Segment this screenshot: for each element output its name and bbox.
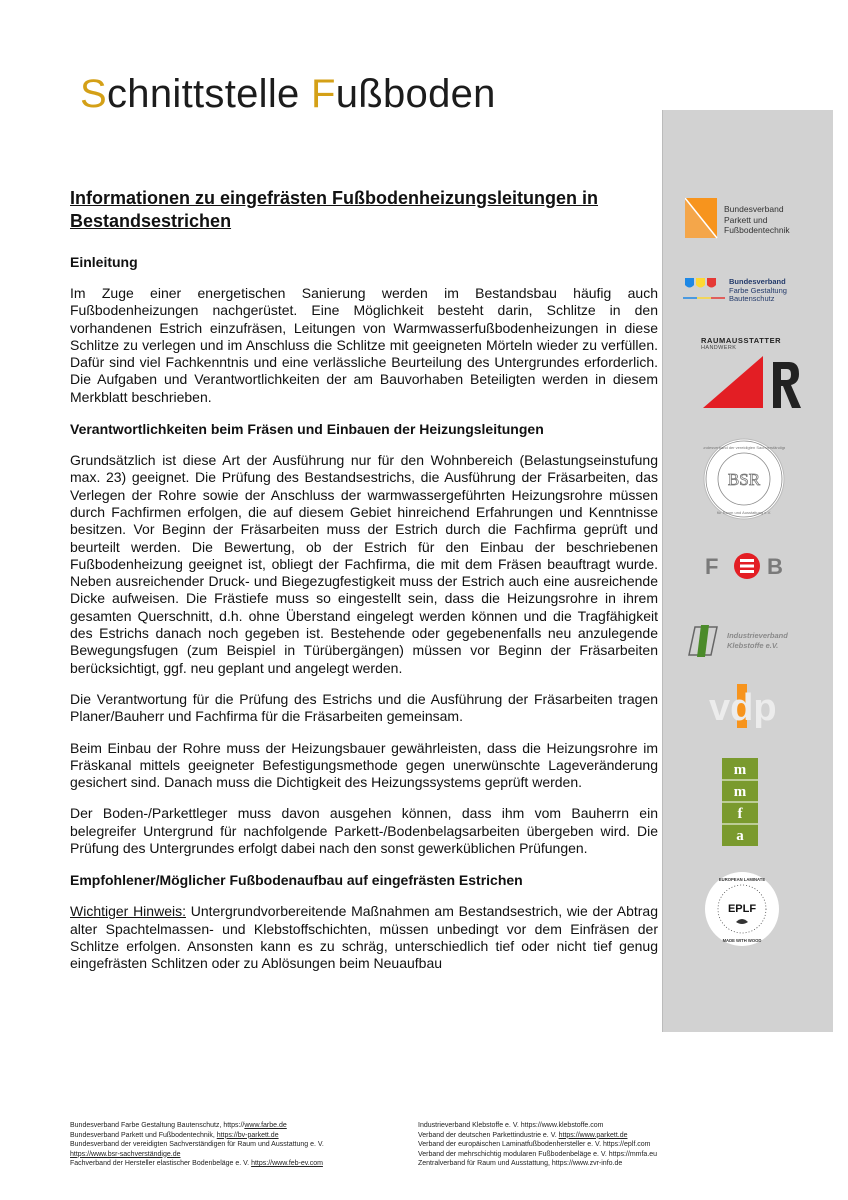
footer-right-line [418,1150,748,1160]
footer-right-line [418,1121,748,1131]
bsr-seal-icon [703,438,785,520]
mmfa-letter-4: a [736,828,744,844]
vdp-logo-icon [707,682,797,730]
footer-left-line [70,1159,400,1169]
mmfa-letter-1: m [733,762,747,778]
ivk-line2: Klebstoffe e.V. [727,641,779,650]
footer-text: Industrieverband Klebstoffe e. V. https://www.klebstoffe.com [418,1122,604,1129]
feb-letter-f: F [705,554,719,579]
footer-link[interactable]: https://www.parkett.de [558,1131,628,1139]
logo-mmfa [722,758,758,846]
footer-text: Fachverband der Hersteller elastischer Bodenbeläge e. V. [70,1160,252,1167]
logo-vdp [707,682,797,730]
eplf-center-text: EPLF [727,903,757,915]
parkett-line2: Parkett und [724,214,768,225]
bsr-ring-top: Bundesverband der vereidigten Sachverständigen [703,445,785,450]
logo-raumausstatter [701,336,811,410]
mmfa-letter-2: m [733,784,747,800]
farbe-shields-icon [683,274,733,304]
document-body [70,187,658,987]
footer-left [70,1121,400,1169]
paragraph-important-note [70,903,658,972]
footer-right-line [418,1131,748,1141]
footer-text: Verband der mehrschichtig modularen Fußbodenbeläge e. V. https://mmfa.eu [418,1150,658,1158]
feb-logo-icon [701,551,801,581]
footer-text: Verband der europäischen Laminatfußbodenhersteller e. V. https://eplf.com [418,1141,651,1148]
section-title-responsibilities: Verantwortlichkeiten beim Fräsen und Einbauen der Heizungsleitungen [70,421,544,438]
raum-r-icon [701,352,811,412]
title-word-2: ußboden [335,72,496,116]
bsr-ring-bottom: für Raum und Ausstattung e.V. [716,510,772,515]
important-note-text: Untergrundvorbereitende Maßnahmen am Bestandsestrich, wie der Abtrag alter Spachtelmassen- und Klebstoffschichten, müssen unbedingt vor dem Einfräsen der Schlitze erfolgen. Ansonsten kann es zu schräg, unterschiedlich tief oder nicht tief genug eingefrästen Schlitzen oder zu Ablösungen beim Neuaufbau [70,903,658,972]
paragraph-responsibilities-1: Grundsätzlich ist diese Art der Ausführung nur für den Wohnbereich (Belastungseinstufung max. 23) geeignet. Die Prüfung des Bestandsestrichs, die Ausführung der Fräsarbeiten, das Verlegen der Rohre sowie der Anschluss der warmwassergeführten Heizungsrohre müssen durch Fachfirmen erfolgen, die auf diesem Gebiet hinreichend Erfahrungen und Kenntnisse besitzen. Vor Beginn der Fräsarbeiten muss der Estrich durch die Fachfirma geprüft und beurteilt werden. Die Bewertung, ob der Estrich für den Einbau der beschriebenen Fußbodenheizung geeignet ist, obliegt der Fachfirma, die mit dem Fräsen beauftragt wurde. Neben ausreichender Druck- und Biegezugfestigkeit muss der Estrich auch eine ausreichende Dicke aufweisen. Die Frästiefe muss so eingestellt sein, dass die Heizungsrohre in ihrem gesamten Querschnitt, d.h. ohne Überstand eingelegt werden können und die Tragfähigkeit des Estrichs danach noch gegeben ist. Bestehende oder gegebenenfalls neu anzulegende Bewegungsfugen (zum Beispiel in Türübergängen) müssen vor Beginn der Fräsarbeiten berücksichtigt, ggf. neu geplant und angelegt werden. [70,452,658,676]
document-heading: Informationen zu eingefrästen Fußbodenheizungsleitungen in Bestandsestrichen [70,188,599,231]
logo-farbe [683,274,831,310]
footer-text: Zentralverband für Raum und Ausstattung, https://www.zvr-info.de [418,1160,623,1167]
footer-text: Bundesverband der vereidigten Sachverständigen für Raum und Ausstattung e. V. [70,1141,324,1148]
eplf-ring-bottom: MADE WITH WOOD [722,938,762,943]
logo-parkett [685,198,830,242]
paragraph-introduction: Im Zuge einer energetischen Sanierung werden im Bestandsbau häufig auch Fußbodenheizungen nachgerüstet. Eine Möglichkeit besteht darin, Schlitze in den vorhandenen Estrich einzufräsen, Leitungen von Warmwasserfußbodenheizungen in diese Schlitze zu verlegen und im Anschluss die Schlitze mit geeigneten Mörteln wieder zu verfüllen. Dafür sind viel Fachkenntnis und eine verlässliche Beurteilung des Untergrundes erforderlich. Die Aufgaben und Verantwortlichkeiten der am Bauvorhaben Beteiligten werden in diesem Merkblatt beschrieben. [70,285,658,405]
footer-right [418,1121,748,1169]
page-title [80,72,496,117]
parkett-line3: Fußbodentechnik [724,225,790,235]
footer-link[interactable]: https://www.bsr-sachverständige.de [70,1150,181,1158]
parkett-line1: Bundesverband [724,204,784,214]
paragraph-responsibilities-3: Beim Einbau der Rohre muss der Heizungsbauer gewährleisten, dass die Heizungsrohre im Fräskanal mittels geeigneter Befestigungsmethode gegen unerwünschte Lageveränderung gesichert sind. Danach muss die Dichtigkeit des Heizungssystems geprüft werden. [70,739,658,791]
eplf-ring-top: EUROPEAN LAMINATE [718,877,766,882]
farbe-line1: Bundesverband [729,277,786,286]
title-initial-f: F [310,72,336,116]
footer-left-line [70,1131,400,1141]
logo-eplf [703,870,781,948]
raum-line2: HANDWERK [701,345,737,351]
footer-right-line [418,1140,748,1150]
bsr-center-text: BSR [727,470,761,489]
logo-feb [701,551,801,581]
eplf-seal-icon [703,870,781,948]
mmfa-logo-icon [722,758,758,846]
paragraph-responsibilities-4: Der Boden-/Parkettleger muss davon ausgehen können, dass ihm vom Bauherrn ein belegreifer Untergrund für nachfolgende Parkett-/Bodenbelagsarbeiten übergeben wird. Die Prüfung des Untergrundes erfolgt dabei nach den sonst gewerküblichen Prüfungen. [70,805,658,857]
farbe-line2: Farbe Gestaltung [729,285,787,295]
vdp-text: vdp [709,687,777,729]
important-note-label: Wichtiger Hinweis: [70,903,186,920]
title-word-1: chnittstelle [106,72,311,116]
raum-line1: RAUMAUSSTATTER [701,336,782,345]
paragraph-responsibilities-2: Die Verantwortung für die Prüfung des Estrichs und die Ausführung der Fräsarbeiten tragen Planer/Bauherr und Fachfirma für die Fräsarbeiten gemeinsam. [70,690,658,725]
footer-left-line [70,1140,400,1150]
section-title-introduction: Einleitung [70,254,138,270]
footer-link[interactable]: www.farbe.de [244,1122,287,1129]
logo-sidebar [662,110,833,1032]
footer-left-line [70,1121,400,1131]
footer-text: Bundesverband Farbe Gestaltung Bautenschutz, https:// [70,1122,245,1129]
footer-text: Verband der deutschen Parkettindustrie e. V. [418,1131,559,1139]
footer-left-line [70,1150,400,1160]
feb-letter-b: B [767,554,783,579]
farbe-line3: Bautenschutz [729,294,775,303]
title-initial-s: S [80,72,107,116]
footer-right-line [418,1159,748,1169]
logo-ivk [687,621,833,661]
mmfa-letter-3: f [737,806,743,822]
section-title-floor-build-up: Empfohlener/Möglicher Fußbodenaufbau auf eingefrästen Estrichen [70,872,523,889]
footer-link[interactable]: https://bv-parkett.de [216,1131,279,1139]
ivk-line1: Industrieverband [727,631,788,640]
footer-link[interactable]: https://www.feb-ev.com [251,1160,323,1167]
ivk-logo-icon [687,621,727,661]
logo-bsr [703,438,785,520]
footer-text: Bundesverband Parkett und Fußbodentechnik, [70,1131,217,1139]
